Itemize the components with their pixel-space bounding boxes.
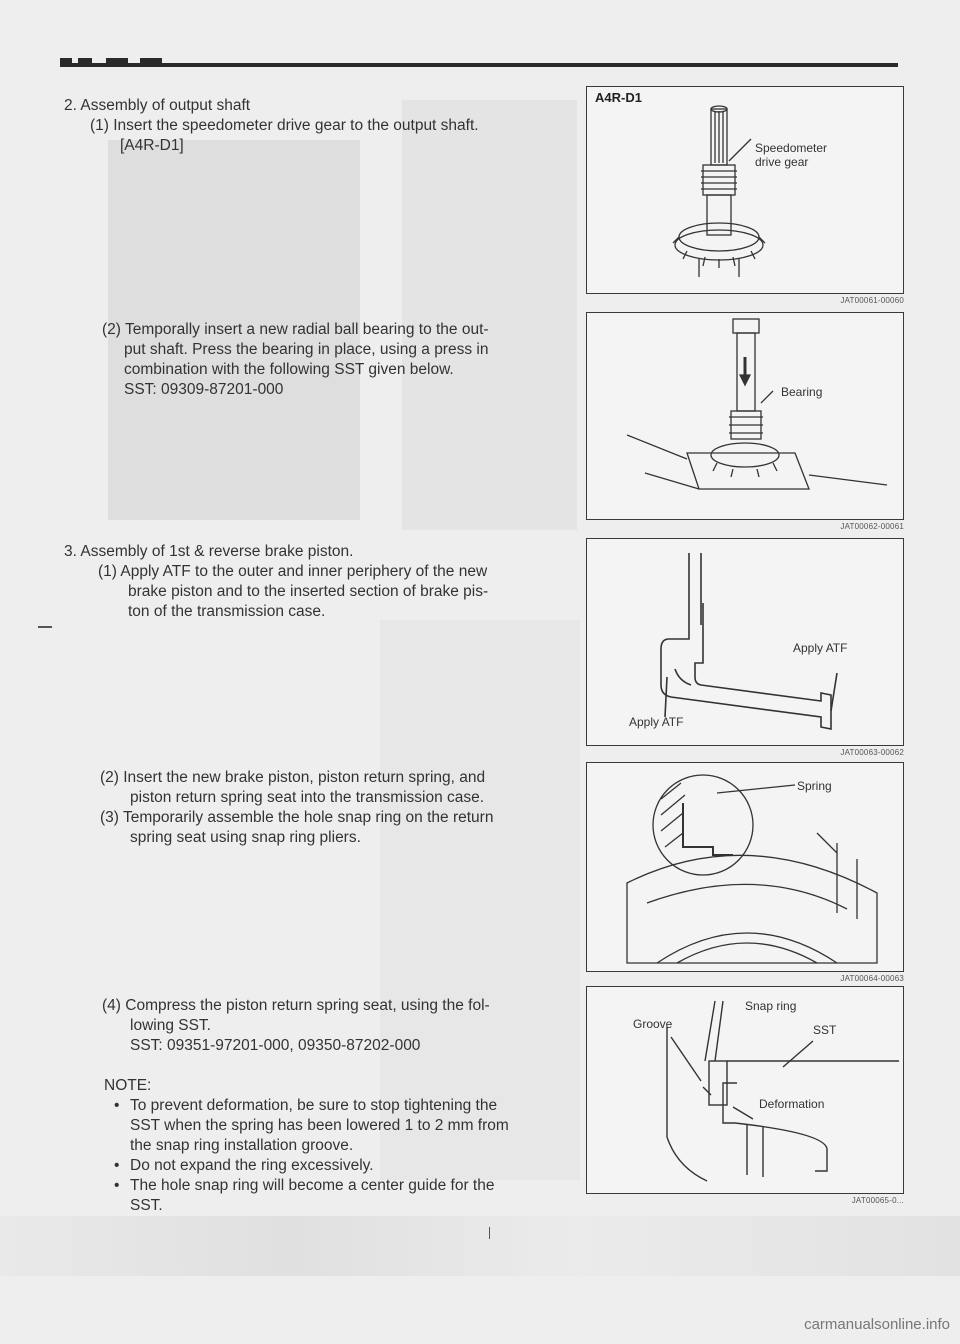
drive-gear-label: drive gear	[755, 155, 809, 169]
section-2-step-2-line-1: (2) Temporally insert a new radial ball bearing to the out-	[102, 321, 489, 338]
section-3-step-3-line-1: (3) Temporarily assemble the hole snap ring on the return	[100, 809, 494, 826]
section-3-step-1-line-1: (1) Apply ATF to the outer and inner periphery of the new	[98, 563, 488, 580]
figure-1-code: JAT00061-00060	[840, 296, 904, 305]
figure-apply-atf	[586, 538, 904, 746]
figure-4-code: JAT00064-00063	[840, 974, 904, 983]
section-2-heading: 2. Assembly of output shaft	[64, 97, 251, 114]
spring-label: Spring	[797, 779, 832, 793]
groove-label: Groove	[633, 1017, 673, 1031]
bearing-press-drawing	[587, 313, 905, 521]
note-bullet-3-line-2: SST.	[130, 1197, 163, 1214]
note-bullet-2: • Do not expand the ring excessively.	[130, 1156, 374, 1176]
deformation-label: Deformation	[759, 1097, 825, 1111]
bleed-through-right	[402, 100, 577, 530]
figure-5-code: JAT00065-0...	[851, 1196, 904, 1205]
note-bullet-3-line-1: • The hole snap ring will become a center guide for the	[130, 1176, 494, 1196]
figure-return-spring	[586, 762, 904, 972]
section-2-step-1: (1) Insert the speedometer drive gear to the output shaft.	[90, 117, 479, 134]
figure-bearing-press	[586, 312, 904, 520]
return-spring-drawing	[587, 763, 905, 973]
margin-tick	[38, 626, 52, 628]
section-2-step-2-line-3: combination with the following SST given below.	[124, 361, 454, 378]
section-3-step-2-line-1: (2) Insert the new brake piston, piston return spring, and	[100, 769, 486, 786]
apply-atf-inner-label: Apply ATF	[629, 715, 684, 729]
page-marker	[489, 1227, 490, 1239]
footer-scan-band	[0, 1216, 960, 1276]
figure-3-code: JAT00063-00062	[840, 748, 904, 757]
section-3-step-1-line-2: brake piston and to the inserted section of brake pis-	[128, 583, 489, 600]
figure-2-code: JAT00062-00061	[840, 522, 904, 531]
section-3-step-1-line-3: ton of the transmission case.	[128, 603, 326, 620]
header-rule	[60, 63, 898, 67]
speedometer-label: Speedometer	[755, 141, 828, 155]
section-3-step-3-line-2: spring seat using snap ring pliers.	[130, 829, 361, 846]
sst-label: SST	[813, 1023, 837, 1037]
figure-1-title: A4R-D1	[595, 90, 642, 105]
figure-snap-ring-sst	[586, 986, 904, 1194]
note-bullet-1-line-2: SST when the spring has been lowered 1 to 2 mm from	[130, 1117, 509, 1134]
section-3-step-4-line-2: lowing SST.	[130, 1017, 211, 1034]
section-3-heading: 3. Assembly of 1st & reverse brake piston.	[64, 543, 354, 560]
figure-speedometer-gear	[586, 86, 904, 294]
section-3-step-4-line-1: (4) Compress the piston return spring seat, using the fol-	[102, 997, 490, 1014]
note-bullet-1-line-3: the snap ring installation groove.	[130, 1137, 354, 1154]
snap-ring-label: Snap ring	[745, 999, 797, 1013]
section-3-step-4-sst: SST: 09351-97201-000, 09350-87202-000	[130, 1037, 421, 1054]
note-title: NOTE:	[104, 1077, 152, 1094]
section-2-step-2-sst: SST: 09309-87201-000	[124, 381, 284, 398]
speedometer-gear-drawing	[587, 87, 905, 295]
section-2-step-2-line-2: put shaft. Press the bearing in place, using a press in	[124, 341, 489, 358]
section-3-step-2-line-2: piston return spring seat into the transmission case.	[130, 789, 485, 806]
note-bullet-1-line-1: • To prevent deformation, be sure to stop tightening the	[130, 1096, 497, 1116]
section-2-step-1-ref: [A4R-D1]	[120, 137, 184, 154]
bearing-label: Bearing	[781, 385, 823, 399]
apply-atf-outer-label: Apply ATF	[793, 641, 848, 655]
watermark: carmanualsonline.info	[804, 1316, 950, 1333]
